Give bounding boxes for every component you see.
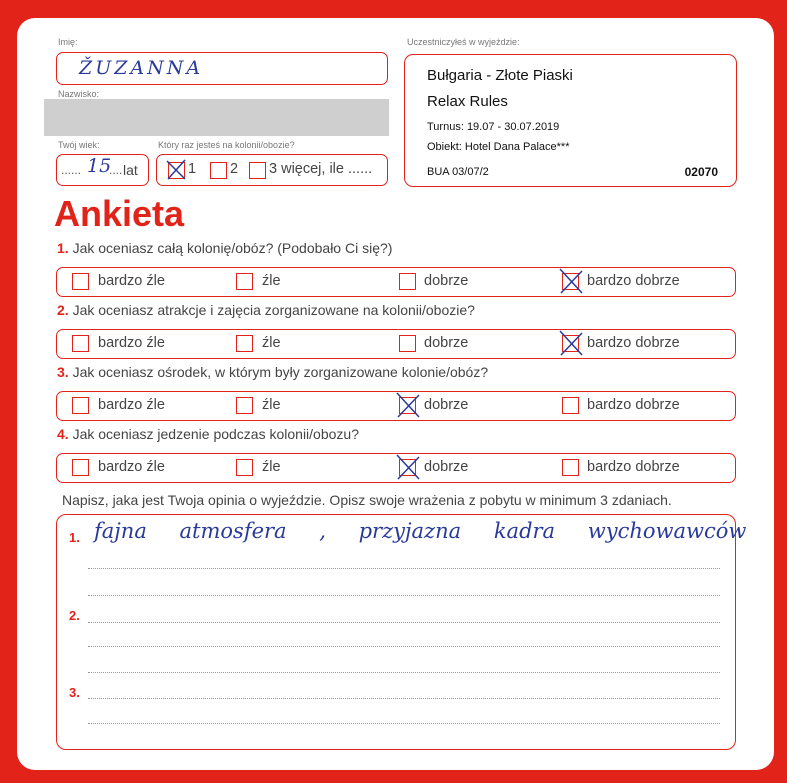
check-mark-icon	[397, 457, 419, 479]
question-label: Jak oceniasz atrakcje i zajęcia zorganizowane na kolonii/obozie?	[72, 302, 475, 318]
ruled-line	[88, 698, 720, 699]
question-4-checkbox-3[interactable]	[399, 459, 416, 476]
opinion-number-1: 1.	[69, 530, 80, 545]
question-number: 2.	[57, 302, 69, 318]
ruled-line	[88, 646, 720, 647]
check-mark-icon	[560, 333, 582, 355]
surname-label: Nazwisko:	[58, 89, 100, 99]
check-mark-icon	[397, 395, 419, 417]
option-label: źle	[262, 273, 281, 289]
opinion-prompt: Napisz, jaka jest Twoja opinia o wyjeździe. Opisz swoje wrażenia z pobytu w minimum 3 zdaniach.	[62, 492, 672, 508]
question-1-text	[57, 240, 392, 256]
question-2-checkbox-2[interactable]	[236, 335, 253, 352]
question-4-text	[57, 426, 359, 442]
question-3-checkbox-3[interactable]	[399, 397, 416, 414]
ruled-line	[88, 672, 720, 673]
check-mark-icon	[560, 271, 582, 293]
option-label: bardzo dobrze	[587, 273, 680, 289]
question-1-checkbox-3[interactable]	[399, 273, 416, 290]
ruled-line	[88, 622, 720, 623]
question-4-checkbox-4[interactable]	[562, 459, 579, 476]
trip-number: 02070	[684, 165, 718, 179]
ruled-line	[88, 595, 720, 596]
participated-label: Uczestniczyłeś w wyjeździe:	[407, 37, 520, 47]
question-2-checkbox-1[interactable]	[72, 335, 89, 352]
question-number: 1.	[57, 240, 69, 256]
question-2-checkbox-3[interactable]	[399, 335, 416, 352]
age-unit: lat	[123, 162, 138, 178]
question-number: 3.	[57, 364, 69, 380]
age-field[interactable]	[56, 154, 149, 186]
option-label: dobrze	[424, 397, 469, 413]
times-option-3: 3 więcej, ile ......	[269, 161, 373, 177]
question-1-checkbox-4[interactable]	[562, 273, 579, 290]
option-label: źle	[262, 397, 281, 413]
name-value: ŽUZANNA	[79, 57, 204, 79]
question-4-checkbox-1[interactable]	[72, 459, 89, 476]
option-label: dobrze	[424, 459, 469, 475]
question-label: Jak oceniasz całą kolonię/obóz? (Podobało Ci się?)	[72, 240, 393, 256]
trip-program: Relax Rules	[427, 93, 508, 110]
question-number: 4.	[57, 426, 69, 442]
trip-turnus: Turnus: 19.07 - 30.07.2019	[427, 121, 560, 133]
trip-destination: Bułgaria - Złote Piaski	[427, 67, 573, 84]
age-dots-left: ......	[61, 163, 82, 177]
times-checkbox-1[interactable]	[168, 162, 185, 179]
times-field	[156, 154, 388, 186]
option-label: dobrze	[424, 273, 469, 289]
question-2-text	[57, 302, 475, 318]
question-2-checkbox-4[interactable]	[562, 335, 579, 352]
question-3-checkbox-2[interactable]	[236, 397, 253, 414]
name-field[interactable]	[56, 52, 388, 85]
option-label: bardzo źle	[98, 459, 165, 475]
check-mark-icon	[166, 160, 186, 180]
redaction-block	[44, 99, 389, 136]
option-label: dobrze	[424, 335, 469, 351]
option-label: źle	[262, 335, 281, 351]
option-label: źle	[262, 459, 281, 475]
trip-obiekt: Obiekt: Hotel Dana Palace***	[427, 141, 570, 153]
option-label: bardzo dobrze	[587, 397, 680, 413]
times-option-2: 2	[230, 161, 239, 177]
option-label: bardzo źle	[98, 397, 165, 413]
ruled-line	[88, 568, 720, 569]
times-checkbox-2[interactable]	[210, 162, 227, 179]
question-label: Jak oceniasz jedzenie podczas kolonii/obozu?	[72, 426, 359, 442]
trip-code: BUA 03/07/2	[427, 166, 489, 178]
age-dots-right: ....	[109, 163, 123, 177]
option-label: bardzo dobrze	[587, 459, 680, 475]
trip-info-box	[404, 54, 737, 187]
option-label: bardzo źle	[98, 273, 165, 289]
opinion-box[interactable]	[56, 514, 736, 750]
question-label: Jak oceniasz ośrodek, w którym były zorganizowane kolonie/obóz?	[72, 364, 489, 380]
age-value: 15	[87, 155, 112, 177]
question-3-checkbox-4[interactable]	[562, 397, 579, 414]
option-label: bardzo dobrze	[587, 335, 680, 351]
question-4-checkbox-2[interactable]	[236, 459, 253, 476]
name-label: Imię:	[58, 37, 78, 47]
question-3-checkbox-1[interactable]	[72, 397, 89, 414]
opinion-number-2: 2.	[69, 608, 80, 623]
opinion-number-3: 3.	[69, 685, 80, 700]
times-checkbox-3[interactable]	[249, 162, 266, 179]
question-1-checkbox-1[interactable]	[72, 273, 89, 290]
question-1-checkbox-2[interactable]	[236, 273, 253, 290]
question-3-text	[57, 364, 488, 380]
option-label: bardzo źle	[98, 335, 165, 351]
opinion-answer-1: fajna atmosfera , przyjazna kadra wychowawców	[94, 519, 747, 543]
times-option-1: 1	[188, 161, 197, 177]
times-label: Który raz jesteś na kolonii/obozie?	[158, 140, 295, 150]
age-label: Twój wiek:	[58, 140, 100, 150]
form-title: Ankieta	[54, 193, 185, 234]
ruled-line	[88, 723, 720, 724]
